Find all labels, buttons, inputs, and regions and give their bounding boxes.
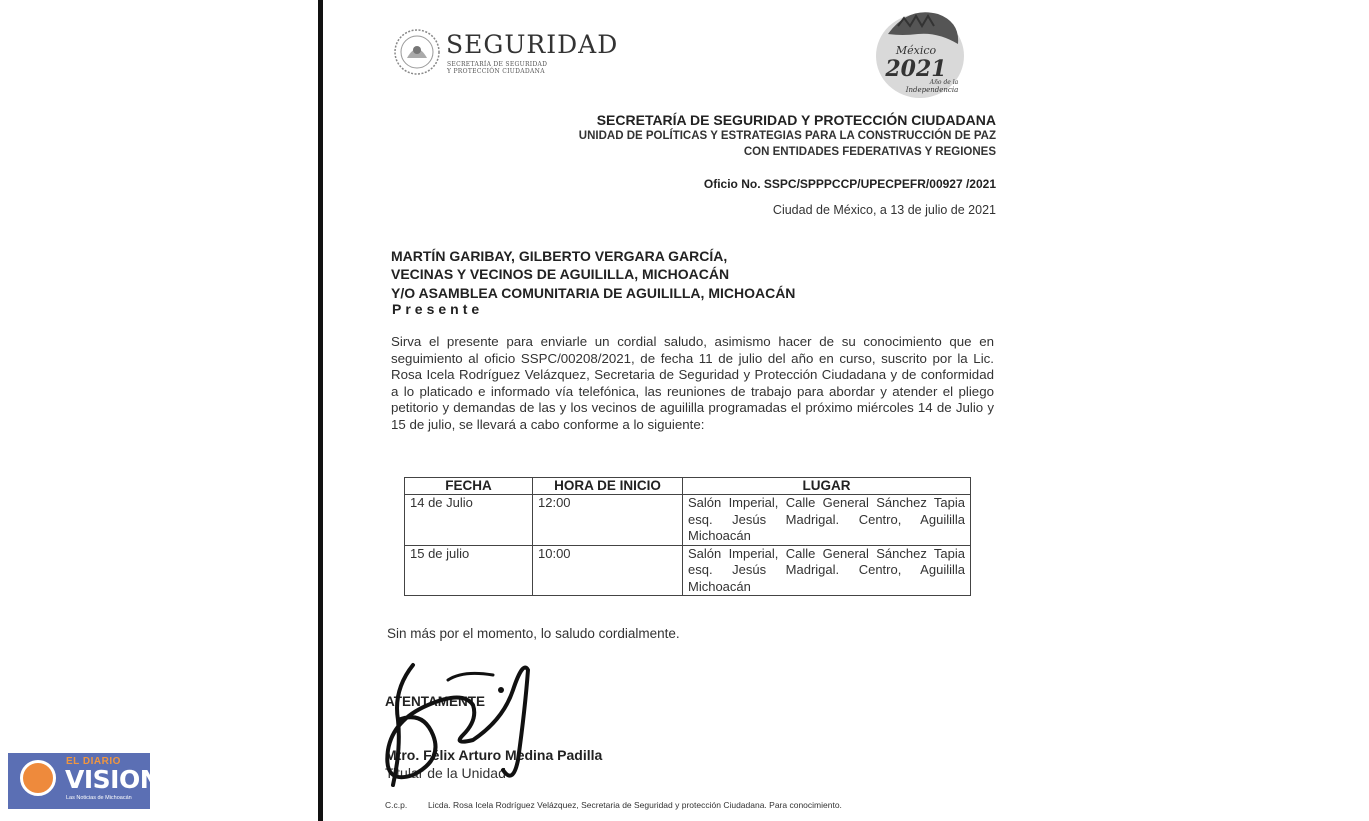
mexico-2021-emblem-icon	[868, 4, 968, 100]
watermark-top-text: EL DIARIO	[66, 756, 121, 767]
svg-text:2021: 2021	[885, 56, 947, 82]
official-letter	[323, 0, 1369, 821]
recipient-line-1: MARTÍN GARIBAY, GILBERTO VERGARA GARCÍA,	[391, 248, 728, 264]
unit-heading-line-2: CON ENTIDADES FEDERATIVAS Y REGIONES	[743, 146, 996, 158]
cell-hora: 12:00	[533, 495, 683, 546]
atentamente-label: ATENTAMENTE	[385, 694, 485, 709]
column-header-hora: HORA DE INICIO	[533, 478, 683, 495]
office-heading: SECRETARÍA DE SEGURIDAD Y PROTECCIÓN CIUDADANA	[596, 112, 996, 128]
brand-wordmark: SEGURIDAD	[446, 30, 619, 59]
unit-heading-line-1: UNIDAD DE POLÍTICAS Y ESTRATEGIAS PARA LA CONSTRUCCIÓN DE PAZ	[578, 130, 996, 142]
cell-fecha: 14 de Julio	[405, 495, 533, 546]
recipient-line-2: VECINAS Y VECINOS DE AGUILILLA, MICHOACÁN	[391, 266, 730, 282]
meeting-schedule-table	[404, 477, 971, 596]
column-header-lugar: LUGAR	[683, 478, 971, 495]
closing-line: Sin más por el momento, lo saludo cordialmente.	[387, 626, 680, 641]
oficio-number: Oficio No. SSPC/SPPPCCP/UPECPEFR/00927 /2021	[703, 177, 996, 191]
svg-text:Independencia: Independencia	[905, 86, 959, 94]
vision-logo-circle-icon	[20, 760, 56, 796]
coat-of-arms-seal-icon	[393, 28, 441, 76]
recipient-line-3: Y/O ASAMBLEA COMUNITARIA DE AGUILILLA, MICHOACÁN	[391, 285, 796, 301]
brand-subtitle: SECRETARÍA DE SEGURIDAD Y PROTECCIÓN CIUDADANA	[447, 61, 548, 75]
svg-text:Año de la: Año de la	[929, 79, 959, 86]
table-row	[405, 495, 971, 546]
column-header-fecha: FECHA	[405, 478, 533, 495]
cell-lugar: Salón Imperial, Calle General Sánchez Tapia esq. Jesús Madrigal. Centro, Aguililla Michoacán	[683, 495, 971, 546]
watermark-tagline: Las Noticias de Michoacán	[66, 795, 132, 801]
letter-body-paragraph: Sirva el presente para enviarle un cordial saludo, asimismo hacer de su conocimiento que en seguimiento al oficio SSPC/00208/2021, de fecha 11 de julio del año en curso, suscrito por la Lic. Rosa Icela Rodríguez Velázquez, Secretaria de Seguridad y Protección Ciudadana y de conformidad a lo platicado e informado vía telefónica, las reuniones de trabajo para abordar y atender el pliego petitorio y demandas de las y los vecinos de aguililla programadas el próximo miércoles 14 de Julio y 15 de julio, se llevará a cabo conforme a lo siguiente:	[391, 334, 994, 432]
el-diario-vision-watermark	[8, 753, 161, 809]
place-and-date: Ciudad de México, a 13 de julio de 2021	[772, 203, 996, 217]
signer-title: Titular de la Unidad	[385, 765, 506, 781]
handwritten-signature	[353, 650, 593, 800]
cell-lugar: Salón Imperial, Calle General Sánchez Tapia esq. Jesús Madrigal. Centro, Aguililla Michoacán	[683, 545, 971, 596]
cell-fecha: 15 de julio	[405, 545, 533, 596]
watermark-main-text: VISION	[65, 765, 161, 794]
cell-hora: 10:00	[533, 545, 683, 596]
presente-salutation: Presente	[392, 301, 484, 317]
table-row	[405, 545, 971, 596]
signer-name: Mtro. Félix Arturo Medina Padilla	[385, 747, 603, 763]
carbon-copy-note: C.c.p. Licda. Rosa Icela Rodríguez Velázquez, Secretaria de Seguridad y protección Ciudadana. Para conocimiento.	[385, 800, 842, 810]
svg-text:México: México	[895, 44, 937, 57]
table-header-row	[405, 478, 971, 495]
